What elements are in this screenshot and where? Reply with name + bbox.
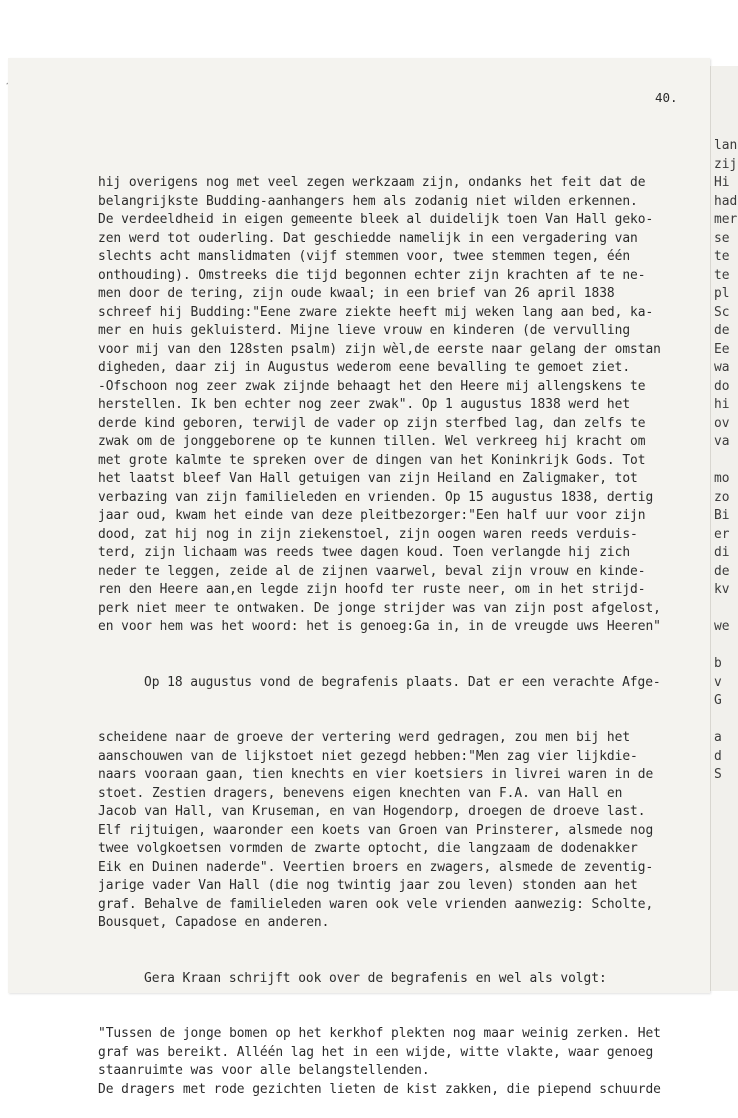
text-line: er xyxy=(714,526,730,542)
text-line: had xyxy=(714,193,738,209)
text-line: onthouding). Omstreeks die tijd begonnen echter zijn krachten af te ne- xyxy=(98,267,646,283)
text-line xyxy=(714,452,737,471)
text-line: perk niet meer te ontwaken. De jonge strijder was van zijn post afgelost, xyxy=(98,600,661,616)
next-page-text xyxy=(714,137,737,785)
text-line: Bi xyxy=(714,508,730,523)
text-line: scheidene naar de groeve der vertering werd gedragen, zou men bij het xyxy=(98,730,631,745)
text-line: dood, zat hij nog in zijn ziekenstoel, zijn oogen waren reeds verduis- xyxy=(98,526,638,542)
text-line: Ee xyxy=(714,341,730,357)
text-line: zen werd tot ouderling. Dat geschiedde namelijk in een vergadering van xyxy=(98,230,638,246)
text-line: te xyxy=(714,267,730,283)
text-line: staanruimte was voor alle belangstellenden. xyxy=(98,1063,430,1078)
text-line: S xyxy=(714,767,722,782)
text-line xyxy=(714,711,737,730)
paragraph-1 xyxy=(98,174,708,637)
text-line: Eik en Duinen naderde". Veertien broers en zwagers, alsmede de zeventig- xyxy=(98,859,654,875)
text-line: met grote kalmte te spreken over de dingen van het Koninkrijk Gods. Tot xyxy=(98,452,646,468)
text-line: se xyxy=(714,230,730,246)
text-line: graf was bereikt. Alléén lag het in een wijde, witte vlakte, waar genoeg xyxy=(98,1044,654,1060)
text-line: de xyxy=(714,563,730,579)
text-line: zij xyxy=(714,156,738,172)
text-line: aanschouwen van de lijkstoet niet gezegd hebben:"Men zag vier lijkdie- xyxy=(98,748,638,764)
text-line: schreef hij Budding:"Eene zware ziekte heeft mij weken lang aan bed, ka- xyxy=(98,304,654,320)
text-line: di xyxy=(714,545,730,560)
text-line: kv xyxy=(714,582,730,597)
text-line: jarige vader Van Hall (die nog twintig jaar zou leven) stonden aan het xyxy=(98,878,638,893)
text-line: G xyxy=(714,693,722,708)
paragraph-2-first-line: Op 18 augustus vond de begrafenis plaats. Dat er een verachte Afge- xyxy=(144,674,661,690)
text-line: neder te leggen, zeide al de zijnen vaarwel, beval zijn vrouw en kinde- xyxy=(98,563,646,579)
text-line: jaar oud, kwam het einde van deze pleitbezorger:"Een half uur voor zijn xyxy=(98,508,646,523)
text-line: de xyxy=(714,323,730,338)
text-line: v xyxy=(714,674,722,690)
text-line: b xyxy=(714,656,722,671)
text-line: pl xyxy=(714,286,730,301)
text-line: voor mij van den 128sten psalm) zijn wèl,de eerste naar gelang der omstan xyxy=(98,341,661,357)
text-line: verbazing van zijn familieleden en vrienden. Op 15 augustus 1838, dertig xyxy=(98,489,654,505)
text-line: twee volgkoetsen vormden de zwarte optocht, die langzaam de dodenakker xyxy=(98,841,638,856)
paragraph-2 xyxy=(98,729,708,933)
text-line: Bousquet, Capadose en anderen. xyxy=(98,915,330,930)
text-line: terd, zijn lichaam was reeds twee dagen koud. Toen verlangde hij zich xyxy=(98,545,631,560)
text-line: zo xyxy=(714,489,730,505)
text-line: mer en huis gekluisterd. Mijne lieve vrouw en kinderen (de vervulling xyxy=(98,323,631,338)
text-line: De dragers met rode gezichten lieten de kist zakken, die piepend schuurde xyxy=(98,1081,661,1097)
text-line: mer xyxy=(714,212,738,227)
text-line: -Ofschoon nog zeer zwak zijnde behaagt het den Heere mij allengskens te xyxy=(98,378,646,394)
text-line: "Tussen de jonge bomen op het kerkhof plekten nog maar weinig zerken. Het xyxy=(98,1026,661,1041)
text-line: te xyxy=(714,249,730,264)
text-line: derde kind geboren, terwijl de vader op zijn sterfbed lag, dan zelfs te xyxy=(98,415,646,431)
paragraph-3-first-line: Gera Kraan schrijft ook over de begrafenis en wel als volgt: xyxy=(144,970,607,986)
text-line: mo xyxy=(714,471,730,486)
text-line xyxy=(714,637,737,656)
text-line: ren den Heere aan,en legde zijn hoofd ter ruste neer, om in het strijd- xyxy=(98,582,646,597)
text-line xyxy=(714,600,737,619)
text-line: De verdeeldheid in eigen gemeente bleek al duidelijk toen Van Hall geko- xyxy=(98,212,654,227)
text-line: men door de tering, zijn oude kwaal; in een brief van 26 april 1838 xyxy=(98,286,615,301)
page-number: 40. xyxy=(655,90,678,105)
text-line: Sc xyxy=(714,304,730,320)
text-line: hi xyxy=(714,397,730,412)
text-line: slechts acht manslidmaten (vijf stemmen voor, twee stemmen tegen, één xyxy=(98,249,631,264)
text-line: a xyxy=(714,730,722,745)
text-line: Jacob van Hall, van Kruseman, en van Hogendorp, droegen de droeve last. xyxy=(98,804,646,819)
text-line: lan xyxy=(714,138,738,153)
text-line: we xyxy=(714,619,730,634)
text-line: va xyxy=(714,434,730,449)
text-line: Elf rijtuigen, waaronder een koets van Groen van Prinsterer, alsmede nog xyxy=(98,822,654,838)
text-line: en voor hem was het woord: het is genoeg:Ga in, in de vreugde uws Heeren" xyxy=(98,619,661,634)
text-line: digheden, daar zij in Augustus wederom eene bevalling te gemoet ziet. xyxy=(98,360,631,375)
body-text xyxy=(98,137,708,1118)
text-line: graf. Behalve de familieleden waren ook vele vrienden aanwezig: Scholte, xyxy=(98,896,654,912)
text-line: wa xyxy=(714,360,730,375)
paragraph-3 xyxy=(98,1025,708,1099)
text-line: zwak om de jonggeborene op te kunnen tillen. Wel verkreeg hij kracht om xyxy=(98,434,646,449)
text-line: naars vooraan gaan, tien knechts en vier koetsiers in livrei waren in de xyxy=(98,767,654,782)
text-line: stoet. Zestien dragers, benevens eigen knechten van F.A. van Hall en xyxy=(98,785,623,801)
text-line: d xyxy=(714,748,722,764)
text-line: belangrijkste Budding-aanhangers hem als zodanig niet wilden erkennen. xyxy=(98,193,638,209)
text-line: het laatst bleef Van Hall getuigen van zijn Heiland en Zaligmaker, tot xyxy=(98,471,638,486)
text-line: do xyxy=(714,378,730,394)
text-line: Hi xyxy=(714,175,730,190)
text-line: hij overigens nog met veel zegen werkzaam zijn, ondanks het feit dat de xyxy=(98,175,646,190)
text-line: herstellen. Ik ben echter nog zeer zwak". Op 1 augustus 1838 werd het xyxy=(98,397,631,412)
text-line: ov xyxy=(714,415,730,431)
